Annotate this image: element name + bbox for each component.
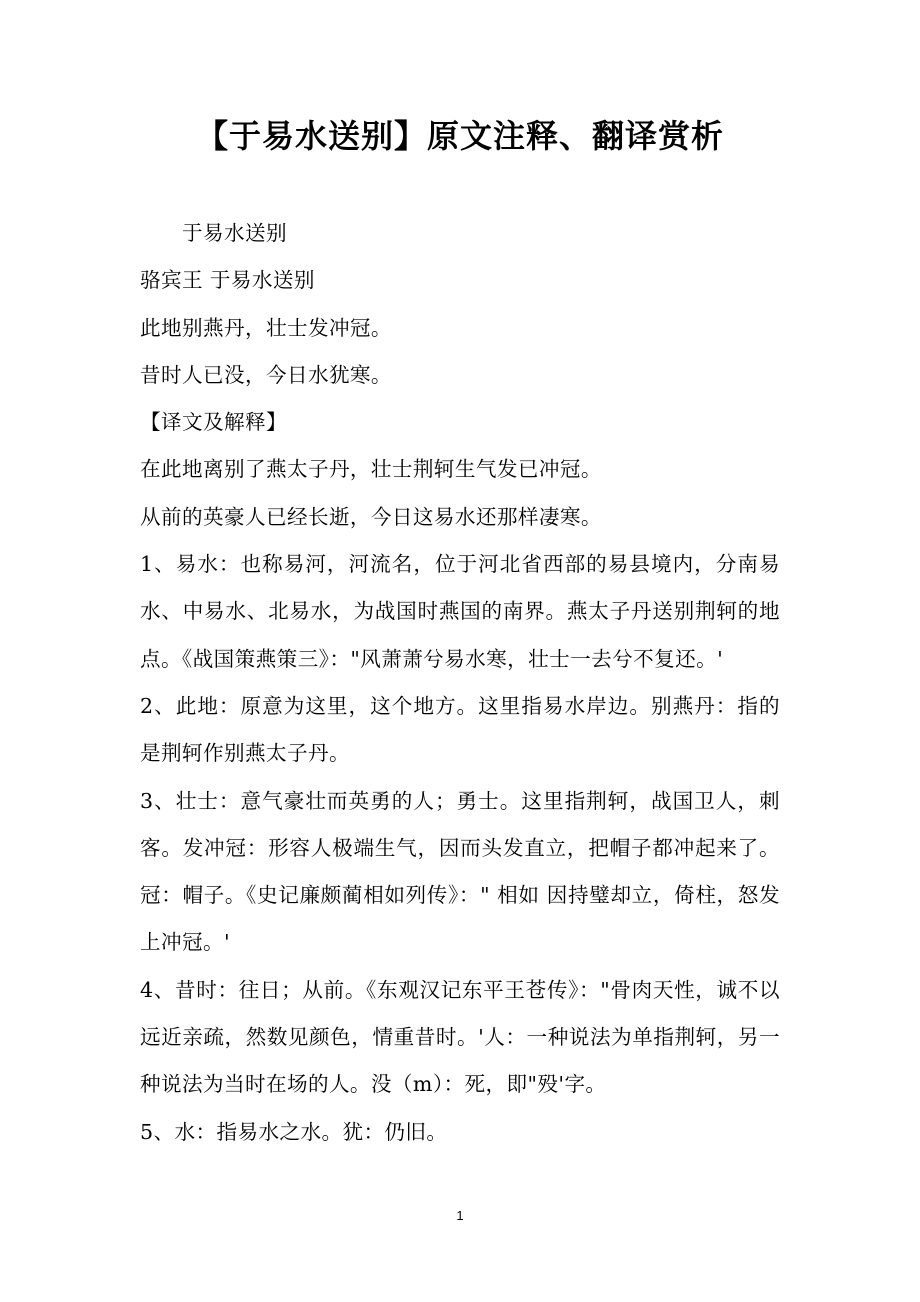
- note-4: 4、昔时：往日；从前。《东观汉记东平王苍传》："骨肉天性，诚不以远近亲疏，然数见颜色，情重昔时。'人：一种说法为单指荆轲，另一种说法为当时在场的人。没（m）：死，即"殁'字。: [140, 977, 780, 1097]
- poem-line-1: 此地别燕丹，壮士发冲冠。: [140, 315, 392, 340]
- note-5: 5、水：指易水之水。犹：仍旧。: [140, 1119, 448, 1144]
- poem-heading: 于易水送别: [182, 221, 287, 245]
- document-title: 【于易水送别】原文注释、翻译赏析: [195, 117, 724, 155]
- translation-line-1: 在此地离别了燕太子丹，壮士荆轲生气发已冲冠。: [140, 457, 602, 482]
- translation-line-2: 从前的英豪人已经长逝，今日这易水还那样凄寒。: [140, 504, 602, 529]
- document-body: [140, 210, 780, 1156]
- poem-line-2: 昔时人已没，今日水犹寒。: [140, 362, 392, 387]
- note-3: 3、壮士：意气豪壮而英勇的人；勇士。这里指荆轲，战国卫人，刺客。发冲冠：形容人极端生气，因而头发直立，把帽子都冲起来了。冠：帽子。《史记廉颇蔺相如列传》：" 相如 因持璧却立，倚柱，怒发上冲冠。': [140, 788, 780, 955]
- note-1: 1、易水：也称易河，河流名，位于河北省西部的易县境内，分南易水、中易水、北易水，为战国时燕国的南界。燕太子丹送别荆轲的地点。《战国策燕策三》："风萧萧兮易水寒，壮士一去兮不复还。': [140, 552, 780, 671]
- note-2: 2、此地：原意为这里，这个地方。这里指易水岸边。别燕丹：指的是荆轲作别燕太子丹。: [140, 693, 780, 766]
- poem-author-line: 骆宾王 于易水送别: [140, 268, 315, 293]
- translation-heading: 【译文及解释】: [140, 410, 287, 435]
- page-number: 1: [456, 1208, 464, 1223]
